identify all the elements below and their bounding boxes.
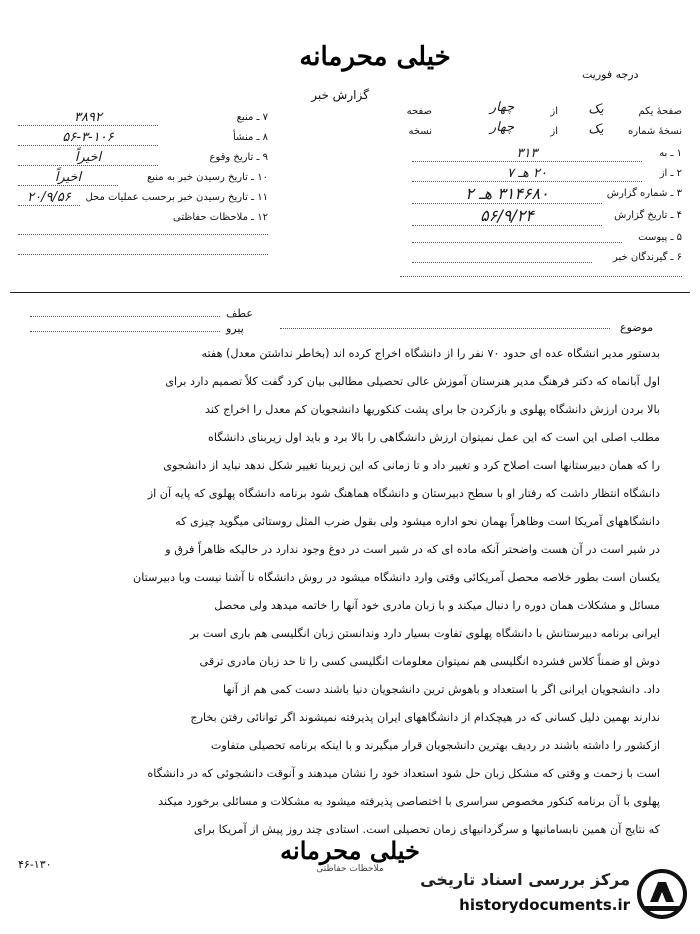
field-label: ۴ ـ تاریخ گزارش [614, 210, 682, 221]
field-value: ۵۶/۹/۲۴ [412, 206, 602, 226]
field-value: ۲۰ هـ ۷ [412, 166, 642, 182]
right-fields [400, 100, 682, 274]
header-separator [10, 292, 690, 293]
archive-logo [420, 862, 692, 928]
body-line: بالا بردن ارزش دانشگاه پهلوی و بازکردن جا برای پشت کنکوریها دانشجویان کم معدل را اخراج کند [204, 403, 660, 416]
page-count-line [400, 100, 682, 122]
field-label: ۱ ـ به [659, 148, 682, 159]
under-stamp-label: ملاحظات حفاظتی [316, 864, 384, 874]
dotted-line [18, 254, 268, 255]
archive-emblem-icon [636, 868, 688, 920]
reference-label: عطف [226, 307, 253, 320]
field-value: اخیراً [18, 170, 118, 186]
field-value: ۳۸۹۲ [18, 110, 158, 126]
dotted-line [412, 262, 592, 263]
field-label: ۵ ـ پیوست [638, 232, 682, 243]
body-line: دانشگاه انتظار داشت که رفتار او با سطح دبیرستان و دانشگاه هماهنگ شود برنامه دانشگاه پهلوی که پایه آن از [147, 487, 660, 500]
body-line: مطلب اصلی این است که این عمل نمیتوان ارزش دانشگاهی را بالا برد و باید اول زیربنای دانشگاه [207, 431, 660, 444]
field-label: ۳ ـ شماره گزارش [606, 188, 682, 199]
field-value: ۳۱۳ [412, 146, 642, 162]
body-line: است با زحمت و وقتی که مشکل زبان حل شود استعداد خود را نشان میدهند و آنوقت دانشجوئی که در دانشگاه [147, 767, 660, 780]
body-line: یکسان است بطور خلاصه محصل آمریکائی وقتی وارد دانشگاه میشود در روش دانشگاه نا آشنا نیست وبا دبیرستان [133, 571, 660, 584]
subject-label: موضوع [620, 321, 654, 334]
subject-line [280, 328, 610, 329]
follow-up-label: پیرو [226, 322, 244, 335]
report-body [0, 344, 700, 854]
body-line: داد. دانشجویان ایرانی اگر با استعداد و باهوش ترین دانشجویان دنیا باشند دست کمی هم از آنها [223, 683, 660, 696]
copy-total: چهار [489, 120, 515, 135]
copy-number: یک [588, 122, 604, 137]
reference-line [30, 316, 220, 317]
body-line: پهلوی با آن برنامه کنکور مخصوص سراسری با اختصاصی پذیرفته میشود به مشکلات و مسائلی برخورد میکند [158, 795, 660, 808]
of-label: از [550, 106, 558, 117]
copy-count-line [400, 120, 682, 142]
of-label: از [550, 126, 558, 137]
top-classification-stamp: خیلی محرمانه [299, 42, 451, 72]
logo-url: historydocuments.ir [459, 896, 630, 914]
field-label: ۱۱ ـ تاریخ رسیدن خبر برحسب عملیات محل [85, 192, 268, 203]
body-line: ندارند بهمین دلیل کسانی که در هیچکدام از دانشگاههای ایران پذیرفته نمیشوند اگر توانائی رفتن بخارج [190, 711, 660, 724]
body-line: مسائل و مشکلات همان دوره را دنبال میکند و با زبان مادری خود آنها را خاتمه میدهد ولی محصل [214, 599, 660, 612]
priority-label: درجه فوریت [582, 68, 639, 81]
copy-label: نسخهٔ شماره [628, 126, 682, 137]
field-label: ۱۲ ـ ملاحظات حفاظتی [173, 212, 268, 223]
body-line: بدستور مدیر انشگاه عده ای حدود ۷۰ نفر را از دانشگاه اخراج کرده اند (بخاطر نداشتن معدل) هفته [201, 347, 660, 360]
body-line: در شیر است در آن هست واضحتر آنکه ماده ای که در شیر است در دوغ وجود ندارد در حالیکه ظاهراً فرق و [165, 543, 660, 556]
body-line: دوش او ضمناً کلاس فشرده انگلیسی هم نمیتوان معلومات انگلیسی کسی را تا حد زبان مادری ترقی [199, 655, 660, 668]
dotted-line [400, 276, 682, 277]
report-subtitle: گزارش خبر [311, 88, 369, 102]
field-label: ۱۰ ـ تاریخ رسیدن خبر به منبع [146, 172, 268, 183]
field-value: اخیراً [18, 150, 158, 166]
field-value: ۲۰/۹/۵۶ [18, 190, 80, 206]
body-line: اول آبانماه که دکتر فرهنگ مدیر هنرستان آموزش عالی تحصیلی مطالبی بیان کرد گفت کلاً تصمیم دارد برای [165, 375, 660, 388]
field-value: ۳۱۴۶۸۰ هـ ۲ [412, 184, 602, 204]
field-value: ۵۶-۳-۱۰۶ [18, 130, 158, 146]
body-line: ایرانی برنامه دبیرستانش با دانشگاه پهلوی تفاوت بسیار دارد وندانستن زبان انگلیسی هم باری است بر [190, 627, 660, 640]
dotted-line [412, 242, 622, 243]
page-number: یک [588, 102, 604, 117]
page-unit: صفحه [406, 106, 432, 117]
field-label: ۸ ـ منشأ [232, 132, 268, 143]
page-total: چهار [489, 100, 515, 115]
copy-unit: نسخه [408, 126, 432, 137]
body-line: را که همان دبیرستانها است اصلاح کرد و تغییر داد و تا زمانی که این زیربنا تغییر شکل ندهد نباید از دانشجوی [163, 459, 660, 472]
field-label: ۶ ـ گیرندگان خبر [612, 252, 682, 263]
left-fields [18, 110, 268, 250]
logo-title: مرکز بررسی اسناد تاریخی [420, 870, 630, 889]
body-line: دانشگاههای آمریکا است وظاهراً بهمان نحو اداره میشود ولی بقول ضرب المثل روستائی میگوید چیزی که [175, 515, 660, 528]
document-code: ۴۶-۱۳۰ [18, 858, 52, 871]
body-line: که نتایج آن همین نابسامانیها و سرگردانیهای زمان تحصیلی است. استادی چند روز پیش از آمریکا برای [193, 823, 660, 836]
field-label: ۹ ـ تاریخ وقوع [209, 152, 268, 163]
field-label: ۲ ـ از [659, 168, 682, 179]
dotted-line [18, 234, 268, 235]
body-line: ازکشور را داشته باشند در ردیف بهترین دانشجویان قرار میگیرند و با اینکه برنامه تحصیلی متفاوت [210, 739, 660, 752]
follow-up-line [30, 331, 220, 332]
field-label: ۷ ـ منبع [236, 112, 268, 123]
bottom-classification-stamp: خیلی محرمانه [280, 836, 420, 865]
page-label: صفحهٔ یکم [638, 106, 682, 117]
